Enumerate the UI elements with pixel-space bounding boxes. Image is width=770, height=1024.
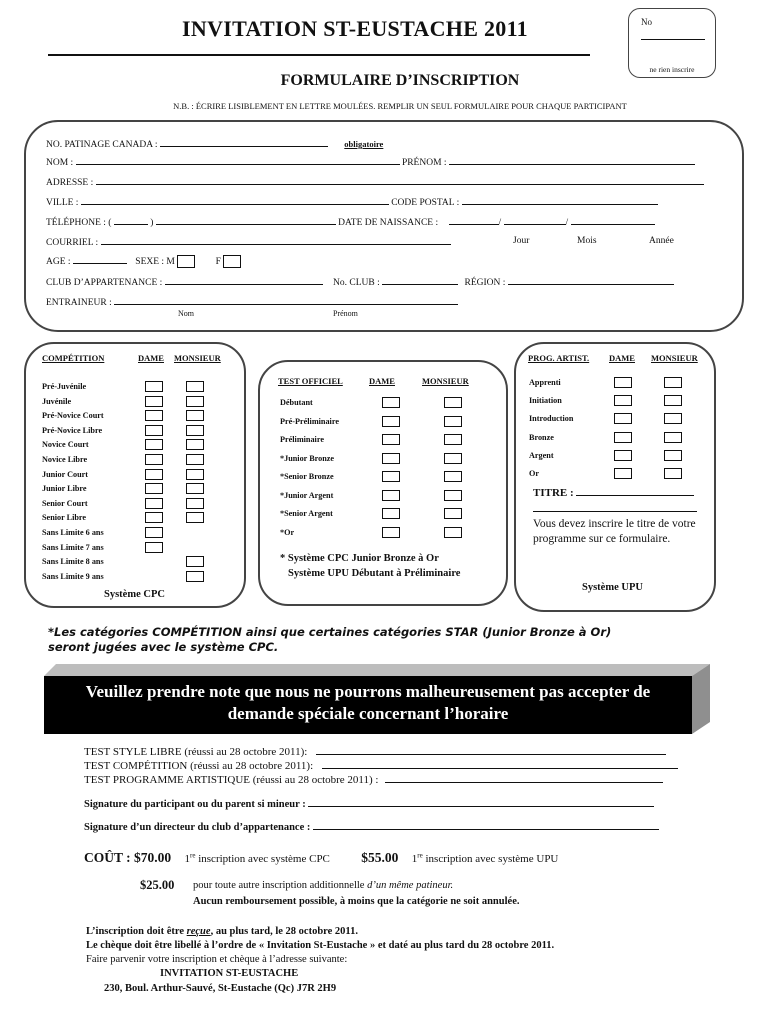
official-test-row-lady-checkbox[interactable] [382, 434, 400, 445]
birth-year-field[interactable] [571, 216, 655, 225]
address-row [46, 176, 704, 188]
official-test-row-label: *Senior Bronze [280, 472, 334, 481]
competition-row-label: Pré-Novice Court [42, 411, 104, 421]
competition-system-label: Système CPC [104, 589, 165, 600]
official-test-row-label: *Junior Bronze [280, 453, 335, 463]
deadline-note: L’inscription doit être reçue, au plus tard, le 28 octobre 2011. [86, 926, 358, 937]
artistic-program-row-man-checkbox[interactable] [664, 468, 682, 479]
club-label: CLUB D’APPARTENANCE : [46, 278, 163, 288]
competition-row-lady-checkbox[interactable] [145, 439, 163, 450]
cpc-price-description: inscription avec système CPC [198, 853, 330, 865]
club-number-field[interactable] [382, 276, 458, 285]
official-test-row-label: Préliminaire [280, 435, 324, 444]
official-test-row-label: *Junior Argent [280, 490, 334, 500]
director-signature-row: Signature d’un directeur du club d’appartenance : [84, 821, 659, 833]
competition-row-man-checkbox[interactable] [186, 396, 204, 407]
club-field[interactable] [165, 276, 323, 285]
competition-row-label: Junior Court [42, 469, 89, 479]
artistic-program-row-label: Initiation [529, 396, 562, 406]
refund-policy: Aucun remboursement possible, à moins que la catégorie ne soit annulée. [193, 896, 520, 907]
competition-row-man-checkbox[interactable] [186, 381, 204, 392]
age-sex-row [46, 255, 241, 268]
required-note: obligatoire [344, 139, 384, 149]
age-field[interactable] [73, 255, 127, 264]
phone-label: TÉLÉPHONE : ( [46, 218, 112, 228]
free-skate-test-row: TEST STYLE LIBRE (réussi au 28 octobre 2011): [84, 746, 666, 758]
competition-row-man-checkbox[interactable] [186, 498, 204, 509]
number-line [641, 39, 705, 40]
artistic-program-man-header: MONSIEUR [651, 353, 698, 363]
artistic-program-row-lady-checkbox[interactable] [614, 377, 632, 388]
competition-row-label: Pré-Juvénile [42, 382, 87, 391]
competition-row-label: Sans Limite 7 ans [42, 542, 104, 552]
number-label: No [641, 17, 652, 27]
artistic-program-row-lady-checkbox[interactable] [614, 450, 632, 461]
official-test-row-man-checkbox[interactable] [444, 434, 462, 445]
day-caption: Jour [513, 236, 530, 246]
postal-code-field[interactable] [462, 196, 658, 205]
competition-row-lady-checkbox[interactable] [145, 527, 163, 538]
competition-row-label: Juvénile [42, 396, 72, 406]
official-test-row-lady-checkbox[interactable] [382, 397, 400, 408]
artistic-program-row-label: Apprenti [529, 378, 561, 387]
official-test-header: TEST OFFICIEL [278, 376, 343, 386]
first-name-label: PRÉNOM : [401, 158, 447, 168]
official-test-lady-header: DAME [369, 376, 395, 386]
mailing-instruction: Faire parvenir votre inscription et chèque à l’adresse suivante: [86, 954, 348, 965]
program-title-instruction: Vous devez inscrire le titre de votre programme sur ce formulaire. [533, 518, 696, 545]
official-test-row-man-checkbox[interactable] [444, 508, 462, 519]
cost-row: COÛT : $70.00 1re inscription avec système CPC $55.00 1re inscription avec système UPU [84, 850, 559, 865]
competition-test-field[interactable] [322, 760, 678, 769]
official-test-note-upu: Système UPU Débutant à Préliminaire [288, 568, 461, 579]
coach-row [46, 296, 458, 308]
official-test-row-lady-checkbox[interactable] [382, 471, 400, 482]
city-label: VILLE : [46, 198, 79, 208]
competition-row-lady-checkbox[interactable] [145, 542, 163, 553]
skate-canada-label: NO. PATINAGE CANADA : [46, 140, 158, 150]
postal-code-label: CODE POSTAL : [391, 198, 460, 208]
competition-row-lady-checkbox[interactable] [145, 454, 163, 465]
official-test-row-label: Débutant [280, 398, 313, 407]
competition-row-man-checkbox[interactable] [186, 410, 204, 421]
coach-first-name-caption: Prénom [333, 309, 358, 318]
artistic-program-row-man-checkbox[interactable] [664, 395, 682, 406]
title-rule [48, 54, 590, 56]
instruction-note: N.B. : ÉCRIRE LISIBLEMENT EN LETTRE MOULÉES. REMPLIR UN SEUL FORMULAIRE POUR CHAQUE PARTICIPANT [173, 101, 627, 111]
upu-price-description: inscription avec système UPU [425, 853, 559, 865]
birth-date-label: DATE DE NAISSANCE : [338, 218, 439, 228]
program-title-label: TITRE : [533, 487, 574, 499]
official-test-row-lady-checkbox[interactable] [382, 453, 400, 464]
official-test-row-man-checkbox[interactable] [444, 453, 462, 464]
region-field[interactable] [508, 276, 674, 285]
competition-lady-header: DAME [138, 353, 164, 363]
upu-price: $55.00 [361, 850, 399, 865]
artistic-program-lady-header: DAME [609, 353, 635, 363]
coach-field[interactable] [114, 296, 458, 305]
form-subtitle: FORMULAIRE D’INSCRIPTION [280, 72, 520, 89]
last-name-field[interactable] [76, 156, 400, 165]
last-name-label: NOM : [46, 158, 74, 168]
competition-row-man-checkbox[interactable] [186, 454, 204, 465]
extra-price: $25.00 [140, 878, 175, 892]
competition-man-header: MONSIEUR [174, 353, 221, 363]
artistic-program-row-label: Argent [529, 450, 554, 460]
club-number-label: No. CLUB : [333, 278, 380, 288]
artistic-program-row-label: Introduction [529, 414, 574, 424]
competition-row-lady-checkbox[interactable] [145, 498, 163, 509]
artistic-program-row-man-checkbox[interactable] [664, 450, 682, 461]
sex-female-checkbox[interactable] [223, 255, 241, 268]
director-signature-field[interactable] [313, 821, 659, 830]
artistic-program-row-man-checkbox[interactable] [664, 432, 682, 443]
sex-female-label: F [215, 257, 221, 267]
competition-row-man-checkbox[interactable] [186, 571, 204, 582]
artistic-program-row-lady-checkbox[interactable] [614, 432, 632, 443]
official-test-row-man-checkbox[interactable] [444, 397, 462, 408]
office-use-note: ne rien inscrire [649, 65, 695, 74]
artistic-program-row-label: Or [529, 469, 540, 478]
mailing-address-street: 230, Boul. Arthur-Sauvé, St-Eustache (Qc) J7R 2H9 [104, 983, 337, 994]
year-caption: Année [649, 236, 674, 246]
artistic-program-row-man-checkbox[interactable] [664, 377, 682, 388]
competition-row-label: Junior Libre [42, 484, 87, 494]
competition-row-lady-checkbox[interactable] [145, 410, 163, 421]
phone-row: TÉLÉPHONE : ( ) DATE DE NAISSANCE : / / [46, 216, 655, 228]
competition-row-lady-checkbox[interactable] [145, 512, 163, 523]
competition-row-lady-checkbox[interactable] [145, 483, 163, 494]
page-title: INVITATION ST-EUSTACHE 2011 [182, 16, 528, 41]
first-name-field[interactable] [449, 156, 695, 165]
name-row [46, 156, 695, 168]
birth-month-field[interactable] [504, 216, 566, 225]
competition-row-lady-checkbox[interactable] [145, 425, 163, 436]
competition-row-man-checkbox[interactable] [186, 425, 204, 436]
competition-test-row: TEST COMPÉTITION (réussi au 28 octobre 2011): [84, 760, 678, 772]
registration-number-box [628, 8, 716, 78]
competition-row-man-checkbox[interactable] [186, 483, 204, 494]
competition-row-lady-checkbox[interactable] [145, 381, 163, 392]
competition-row-label: Senior Libre [42, 513, 87, 523]
artistic-program-row-lady-checkbox[interactable] [614, 468, 632, 479]
competition-row-label: Sans Limite 6 ans [42, 528, 104, 537]
artistic-system-label: Système UPU [582, 582, 643, 593]
artistic-program-row-man-checkbox[interactable] [664, 413, 682, 424]
judging-notice: *Les catégories COMPÉTITION ainsi que certaines catégories STAR (Junior Bronze à Or) seront jugées avec le système CPC. [48, 625, 612, 654]
official-test-row-label: *Or [280, 527, 295, 537]
month-caption: Mois [577, 236, 597, 246]
address-field[interactable] [96, 176, 704, 185]
competition-header: COMPÉTITION [42, 353, 105, 363]
official-test-row-lady-checkbox[interactable] [382, 416, 400, 427]
phone-area-code-field[interactable] [114, 216, 148, 225]
birth-day-field[interactable] [449, 216, 499, 225]
email-field[interactable] [101, 236, 451, 245]
competition-row-label: Senior Court [42, 498, 88, 508]
mailing-address-name: INVITATION ST-EUSTACHE [160, 968, 299, 979]
participant-signature-field[interactable] [308, 798, 654, 807]
competition-row-label: Novice Libre [42, 455, 88, 464]
artistic-program-header: PROG. ARTIST. [528, 353, 590, 363]
email-label: COURRIEL : [46, 238, 99, 248]
club-row [46, 276, 674, 288]
competition-row-man-checkbox[interactable] [186, 512, 204, 523]
email-row [46, 236, 451, 248]
artistic-test-row: TEST PROGRAMME ARTISTIQUE (réussi au 28 octobre 2011) : [84, 774, 663, 786]
extra-price-description: pour toute autre inscription additionnelle d’un même patineur. [193, 880, 454, 891]
coach-label: ENTRAINEUR : [46, 298, 112, 308]
competition-row-lady-checkbox[interactable] [145, 396, 163, 407]
address-label: ADRESSE : [46, 178, 94, 188]
city-row [46, 196, 658, 208]
artistic-program-row-label: Bronze [529, 432, 554, 442]
official-test-row-man-checkbox[interactable] [444, 471, 462, 482]
competition-row-label: Novice Court [42, 440, 89, 450]
artistic-test-field[interactable] [385, 774, 663, 783]
skate-canada-number-field[interactable] [46, 138, 383, 150]
coach-last-name-caption: Nom [178, 309, 194, 318]
official-test-row-man-checkbox[interactable] [444, 490, 462, 501]
competition-row-label: Pré-Novice Libre [42, 425, 103, 435]
cheque-note: Le chèque doit être libellé à l’ordre de « Invitation St-Eustache » et daté au plus tard du 28 octobre 2011. [86, 940, 555, 951]
official-test-row-lady-checkbox[interactable] [382, 527, 400, 538]
competition-row-man-checkbox[interactable] [186, 556, 204, 567]
city-field[interactable] [81, 196, 389, 205]
competition-row-label: Sans Limite 9 ans [42, 571, 104, 581]
artistic-program-row-lady-checkbox[interactable] [614, 395, 632, 406]
schedule-request-banner: Veuillez prendre note que nous ne pourrons malheureusement pas accepter de demande spéciale concernant l’horaire [44, 676, 692, 734]
competition-row-man-checkbox[interactable] [186, 469, 204, 480]
phone-number-field[interactable] [156, 216, 336, 225]
competition-row-label: Sans Limite 8 ans [42, 557, 104, 567]
official-test-row-lady-checkbox[interactable] [382, 490, 400, 501]
sex-male-label: SEXE : M [135, 257, 175, 267]
official-test-man-header: MONSIEUR [422, 376, 469, 386]
region-label: RÉGION : [464, 278, 506, 288]
official-test-row-label: *Senior Argent [280, 509, 333, 518]
official-test-row-man-checkbox[interactable] [444, 527, 462, 538]
program-title-row [533, 487, 694, 499]
official-test-row-label: Pré-Préliminaire [280, 416, 339, 426]
competition-row-lady-checkbox[interactable] [145, 469, 163, 480]
sex-male-checkbox[interactable] [177, 255, 195, 268]
official-test-row-man-checkbox[interactable] [444, 416, 462, 427]
participant-signature-row: Signature du participant ou du parent si mineur : [84, 798, 654, 810]
competition-row-man-checkbox[interactable] [186, 439, 204, 450]
artistic-program-row-lady-checkbox[interactable] [614, 413, 632, 424]
official-test-row-lady-checkbox[interactable] [382, 508, 400, 519]
free-skate-test-field[interactable] [316, 746, 666, 755]
program-title-field[interactable] [576, 487, 694, 496]
age-label: AGE : [46, 257, 71, 267]
official-test-note-cpc: * Système CPC Junior Bronze à Or [280, 553, 439, 564]
cost-label: COÛT : $70.00 [84, 850, 172, 865]
program-title-line-2[interactable] [533, 511, 697, 512]
